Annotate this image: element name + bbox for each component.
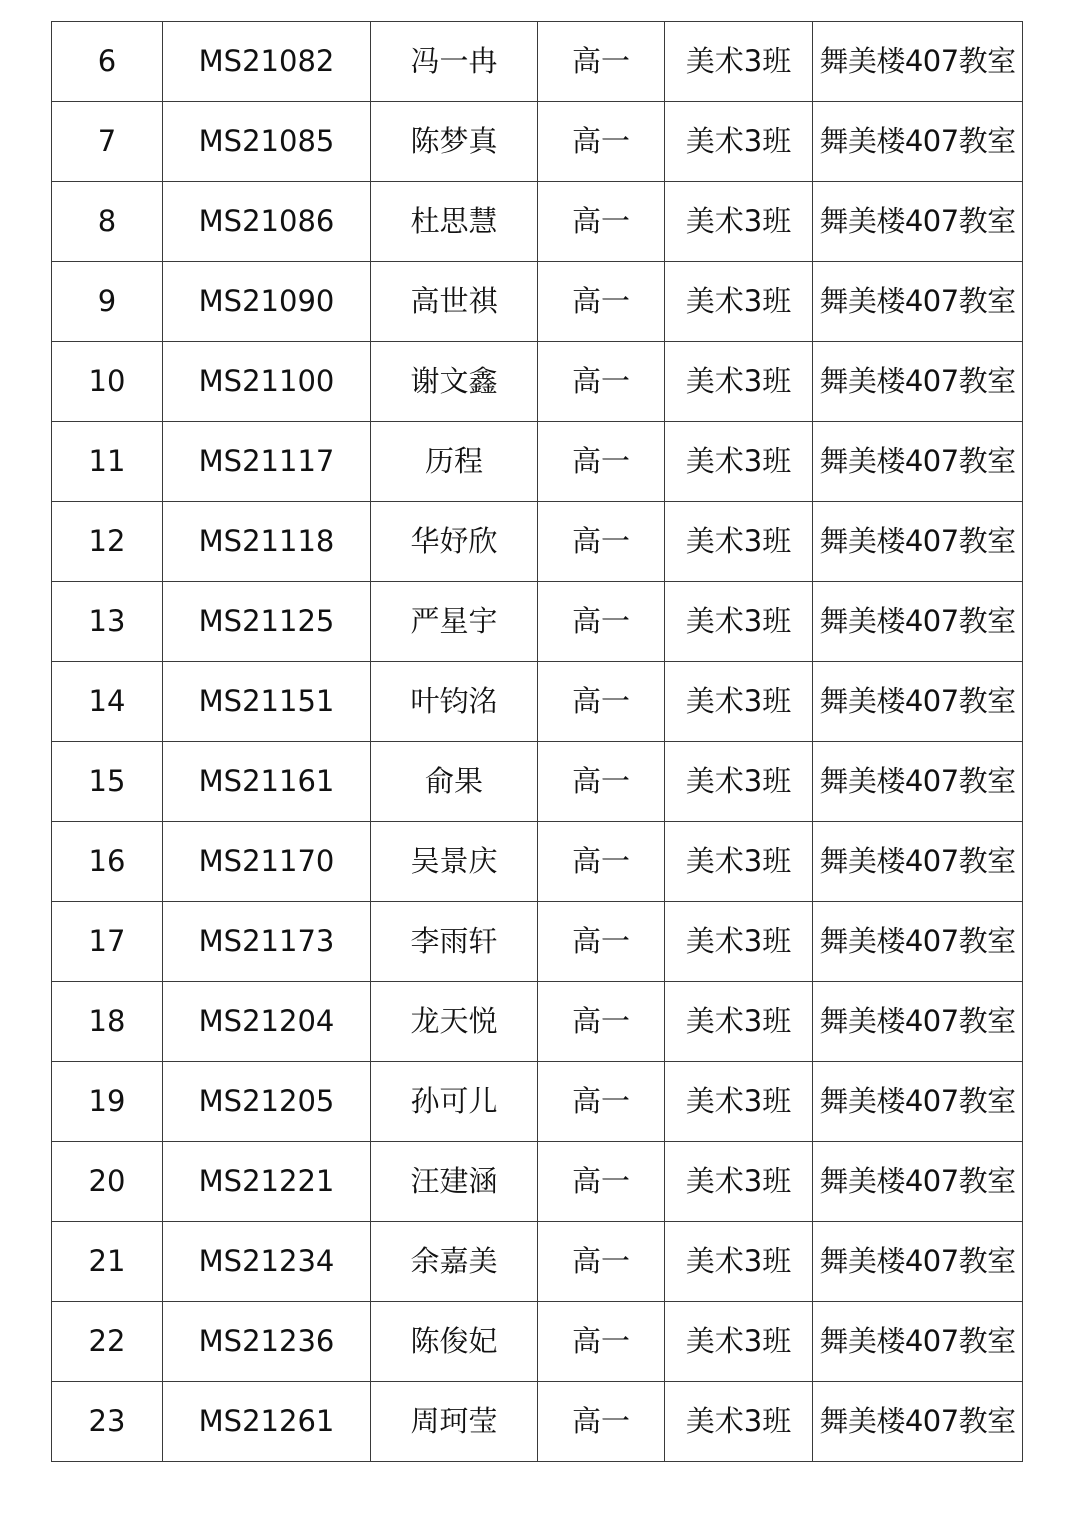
grade-cell: 高一 xyxy=(538,102,665,182)
exam-room-cell: 舞美楼407教室 xyxy=(813,1142,1023,1222)
exam-room-cell: 舞美楼407教室 xyxy=(813,902,1023,982)
exam-room-cell: 舞美楼407教室 xyxy=(813,1302,1023,1382)
exam-room-cell: 舞美楼407教室 xyxy=(813,742,1023,822)
student-id-cell: MS21090 xyxy=(163,262,371,342)
row-number-cell: 14 xyxy=(52,662,163,742)
class-cell: 美术3班 xyxy=(665,422,813,502)
exam-room-cell: 舞美楼407教室 xyxy=(813,662,1023,742)
table-row xyxy=(52,102,1023,182)
exam-room-cell: 舞美楼407教室 xyxy=(813,822,1023,902)
student-name-cell: 李雨轩 xyxy=(371,902,538,982)
row-number-cell: 7 xyxy=(52,102,163,182)
student-name-cell: 杜思慧 xyxy=(371,182,538,262)
row-number-cell: 12 xyxy=(52,502,163,582)
student-id-cell: MS21170 xyxy=(163,822,371,902)
grade-cell: 高一 xyxy=(538,262,665,342)
class-cell: 美术3班 xyxy=(665,1302,813,1382)
row-number-cell: 11 xyxy=(52,422,163,502)
grade-cell: 高一 xyxy=(538,1062,665,1142)
student-name-cell: 华妤欣 xyxy=(371,502,538,582)
table-row xyxy=(52,902,1023,982)
student-name-cell: 高世祺 xyxy=(371,262,538,342)
exam-room-cell: 舞美楼407教室 xyxy=(813,342,1023,422)
student-name-cell: 陈梦真 xyxy=(371,102,538,182)
student-id-cell: MS21100 xyxy=(163,342,371,422)
row-number-cell: 19 xyxy=(52,1062,163,1142)
class-cell: 美术3班 xyxy=(665,102,813,182)
student-id-cell: MS21236 xyxy=(163,1302,371,1382)
class-cell: 美术3班 xyxy=(665,742,813,822)
student-id-cell: MS21117 xyxy=(163,422,371,502)
grade-cell: 高一 xyxy=(538,662,665,742)
student-name-cell: 严星宇 xyxy=(371,582,538,662)
table-row xyxy=(52,502,1023,582)
grade-cell: 高一 xyxy=(538,182,665,262)
grade-cell: 高一 xyxy=(538,902,665,982)
exam-room-cell: 舞美楼407教室 xyxy=(813,982,1023,1062)
row-number-cell: 22 xyxy=(52,1302,163,1382)
table-row xyxy=(52,582,1023,662)
exam-room-cell: 舞美楼407教室 xyxy=(813,262,1023,342)
class-cell: 美术3班 xyxy=(665,182,813,262)
class-cell: 美术3班 xyxy=(665,822,813,902)
table-row xyxy=(52,1302,1023,1382)
grade-cell: 高一 xyxy=(538,502,665,582)
row-number-cell: 6 xyxy=(52,22,163,102)
student-id-cell: MS21151 xyxy=(163,662,371,742)
student-name-cell: 龙天悦 xyxy=(371,982,538,1062)
student-id-cell: MS21204 xyxy=(163,982,371,1062)
class-cell: 美术3班 xyxy=(665,502,813,582)
class-cell: 美术3班 xyxy=(665,342,813,422)
table-row xyxy=(52,662,1023,742)
class-cell: 美术3班 xyxy=(665,902,813,982)
student-name-cell: 汪建涵 xyxy=(371,1142,538,1222)
exam-room-cell: 舞美楼407教室 xyxy=(813,582,1023,662)
table-row xyxy=(52,822,1023,902)
row-number-cell: 21 xyxy=(52,1222,163,1302)
table-row xyxy=(52,262,1023,342)
student-name-cell: 孙可儿 xyxy=(371,1062,538,1142)
exam-room-cell: 舞美楼407教室 xyxy=(813,102,1023,182)
student-name-cell: 谢文鑫 xyxy=(371,342,538,422)
exam-room-cell: 舞美楼407教室 xyxy=(813,1222,1023,1302)
student-name-cell: 叶钧洺 xyxy=(371,662,538,742)
grade-cell: 高一 xyxy=(538,1142,665,1222)
student-roster-table xyxy=(51,21,1023,1462)
student-name-cell: 陈俊妃 xyxy=(371,1302,538,1382)
student-id-cell: MS21118 xyxy=(163,502,371,582)
table-row xyxy=(52,742,1023,822)
class-cell: 美术3班 xyxy=(665,662,813,742)
grade-cell: 高一 xyxy=(538,1382,665,1462)
row-number-cell: 15 xyxy=(52,742,163,822)
row-number-cell: 8 xyxy=(52,182,163,262)
roster-sheet xyxy=(51,21,1023,1462)
table-row xyxy=(52,182,1023,262)
grade-cell: 高一 xyxy=(538,22,665,102)
student-id-cell: MS21234 xyxy=(163,1222,371,1302)
student-id-cell: MS21085 xyxy=(163,102,371,182)
row-number-cell: 18 xyxy=(52,982,163,1062)
roster-body xyxy=(52,22,1023,1462)
class-cell: 美术3班 xyxy=(665,1382,813,1462)
grade-cell: 高一 xyxy=(538,742,665,822)
table-row xyxy=(52,342,1023,422)
exam-room-cell: 舞美楼407教室 xyxy=(813,22,1023,102)
student-id-cell: MS21261 xyxy=(163,1382,371,1462)
student-name-cell: 吴景庆 xyxy=(371,822,538,902)
grade-cell: 高一 xyxy=(538,1302,665,1382)
table-row xyxy=(52,1382,1023,1462)
grade-cell: 高一 xyxy=(538,342,665,422)
class-cell: 美术3班 xyxy=(665,22,813,102)
class-cell: 美术3班 xyxy=(665,982,813,1062)
class-cell: 美术3班 xyxy=(665,582,813,662)
table-row xyxy=(52,982,1023,1062)
exam-room-cell: 舞美楼407教室 xyxy=(813,422,1023,502)
row-number-cell: 16 xyxy=(52,822,163,902)
row-number-cell: 20 xyxy=(52,1142,163,1222)
student-id-cell: MS21221 xyxy=(163,1142,371,1222)
grade-cell: 高一 xyxy=(538,822,665,902)
student-name-cell: 周珂莹 xyxy=(371,1382,538,1462)
row-number-cell: 9 xyxy=(52,262,163,342)
row-number-cell: 13 xyxy=(52,582,163,662)
student-id-cell: MS21161 xyxy=(163,742,371,822)
grade-cell: 高一 xyxy=(538,1222,665,1302)
student-id-cell: MS21173 xyxy=(163,902,371,982)
student-name-cell: 余嘉美 xyxy=(371,1222,538,1302)
class-cell: 美术3班 xyxy=(665,262,813,342)
exam-room-cell: 舞美楼407教室 xyxy=(813,1062,1023,1142)
grade-cell: 高一 xyxy=(538,422,665,502)
grade-cell: 高一 xyxy=(538,982,665,1062)
class-cell: 美术3班 xyxy=(665,1142,813,1222)
row-number-cell: 23 xyxy=(52,1382,163,1462)
table-row xyxy=(52,1142,1023,1222)
table-row xyxy=(52,422,1023,502)
student-id-cell: MS21082 xyxy=(163,22,371,102)
table-row xyxy=(52,1062,1023,1142)
table-row xyxy=(52,22,1023,102)
row-number-cell: 10 xyxy=(52,342,163,422)
row-number-cell: 17 xyxy=(52,902,163,982)
class-cell: 美术3班 xyxy=(665,1062,813,1142)
student-name-cell: 历程 xyxy=(371,422,538,502)
student-id-cell: MS21205 xyxy=(163,1062,371,1142)
student-id-cell: MS21086 xyxy=(163,182,371,262)
exam-room-cell: 舞美楼407教室 xyxy=(813,182,1023,262)
exam-room-cell: 舞美楼407教室 xyxy=(813,502,1023,582)
exam-room-cell: 舞美楼407教室 xyxy=(813,1382,1023,1462)
student-name-cell: 俞果 xyxy=(371,742,538,822)
student-id-cell: MS21125 xyxy=(163,582,371,662)
student-name-cell: 冯一冉 xyxy=(371,22,538,102)
table-row xyxy=(52,1222,1023,1302)
grade-cell: 高一 xyxy=(538,582,665,662)
class-cell: 美术3班 xyxy=(665,1222,813,1302)
